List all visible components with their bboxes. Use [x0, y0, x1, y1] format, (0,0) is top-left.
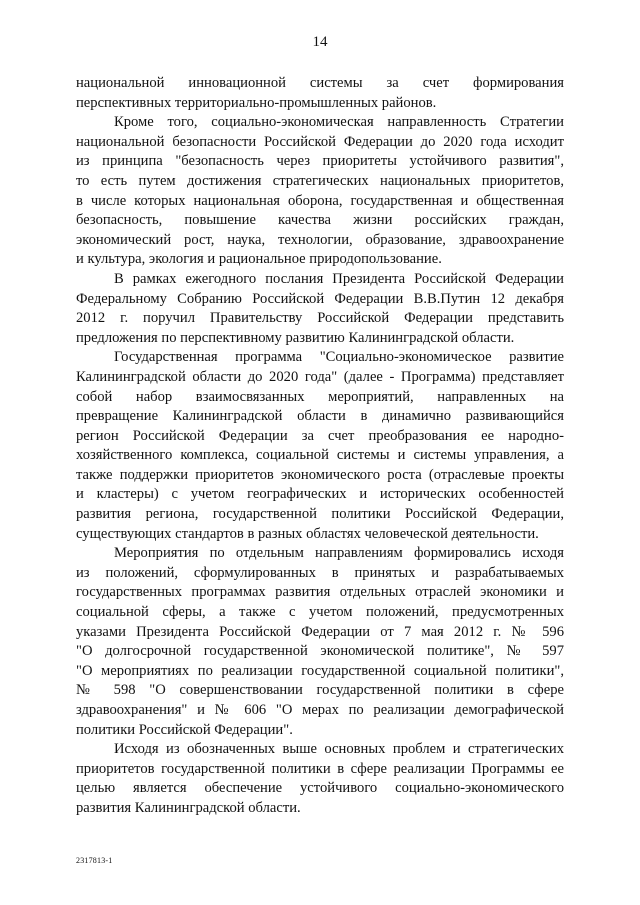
paragraph-strategy — [76, 113, 564, 270]
text-line: развития Калининградской области. — [76, 799, 301, 816]
text-line: приоритетов государственной политики в сфере реализации Программы ее — [76, 760, 564, 777]
text-line: регион Российской Федерации за счет преобразования ее народно- — [76, 427, 564, 444]
text-line: хозяйственного комплекса, социальной системы и системы управления, а — [76, 447, 564, 464]
text-line: национальной безопасности Российской Федерации до 2020 года исходит — [76, 133, 564, 150]
text-line: "О долгосрочной государственной экономической политике", № 597 — [76, 643, 564, 660]
text-line: "О мероприятиях по реализации государственной социальной политики", — [76, 662, 564, 679]
paragraph-presidential-address — [76, 270, 564, 348]
text-line: собой набор взаимосвязанных мероприятий, направленных на — [76, 388, 564, 405]
document-body — [76, 74, 564, 819]
text-line: государственных программах развития отдельных отраслей экономики и — [76, 584, 564, 601]
text-line: в числе которых национальная оборона, государственная и общественная — [76, 192, 564, 209]
text-line: Исходя из обозначенных выше основных проблем и стратегических — [114, 741, 564, 758]
paragraph-continuation — [76, 74, 564, 113]
text-line: существующих стандартов в разных областях человеческой деятельности. — [76, 525, 539, 542]
paragraph-state-program — [76, 348, 564, 544]
text-line: Мероприятия по отдельным направлениям формировались исходя — [114, 545, 564, 562]
text-line: целью является обеспечение устойчивого социально-экономического — [76, 780, 564, 797]
text-line: то есть путем достижения стратегических национальных приоритетов, — [76, 172, 564, 189]
text-line: № 598 "О совершенствовании государственной политики в сфере — [76, 682, 564, 699]
text-line: политики Российской Федерации". — [76, 721, 293, 738]
text-line: перспективных территориально-промышленных районов. — [76, 94, 437, 111]
text-line: развития региона, государственной политики Российской Федерации, — [76, 506, 564, 523]
text-line: Государственная программа "Социально-экономическое развитие — [114, 349, 564, 366]
text-line: Калининградской области до 2020 года" (далее - Программа) представляет — [76, 368, 564, 385]
page-number: 14 — [312, 34, 328, 50]
text-line: из принципа "безопасность через приоритеты устойчивого развития", — [76, 153, 564, 170]
paragraph-goal — [76, 740, 564, 818]
text-line: и кластеры) с учетом географических и исторических особенностей — [76, 486, 564, 503]
text-line: Федеральному Собранию Российской Федерации В.В.Путин 12 декабря — [76, 290, 564, 307]
text-line: 2012 г. поручил Правительству Российской Федерации представить — [76, 310, 564, 327]
text-line: социальной сферы, а также с учетом положений, предусмотренных — [76, 604, 564, 621]
text-line: превращение Калининградской области в динамично развивающийся — [76, 408, 564, 425]
text-line: также поддержки приоритетов экономического роста (отраслевые проекты — [76, 466, 564, 483]
text-line: здравоохранения" и № 606 "О мерах по реализации демографической — [76, 702, 564, 718]
paragraph-measures — [76, 544, 564, 740]
text-line: из положений, сформулированных в принятых и разрабатываемых — [76, 564, 564, 581]
text-line: предложения по перспективному развитию Калининградской области. — [76, 329, 515, 346]
text-line: безопасность, повышение качества жизни российских граждан, — [76, 212, 564, 229]
text-line: и культура, экология и рациональное природопользование. — [76, 251, 442, 268]
document-code: 2317813-1 — [76, 856, 113, 865]
text-line: экономический рост, наука, технологии, образование, здравоохранение — [76, 231, 564, 248]
text-line: национальной инновационной системы за счет формирования — [76, 75, 564, 91]
text-line: Кроме того, социально-экономическая направленность Стратегии — [114, 114, 564, 131]
text-line: указами Президента Российской Федерации от 7 мая 2012 г. № 596 — [76, 623, 564, 640]
text-line: В рамках ежегодного послания Президента Российской Федерации — [114, 270, 564, 287]
